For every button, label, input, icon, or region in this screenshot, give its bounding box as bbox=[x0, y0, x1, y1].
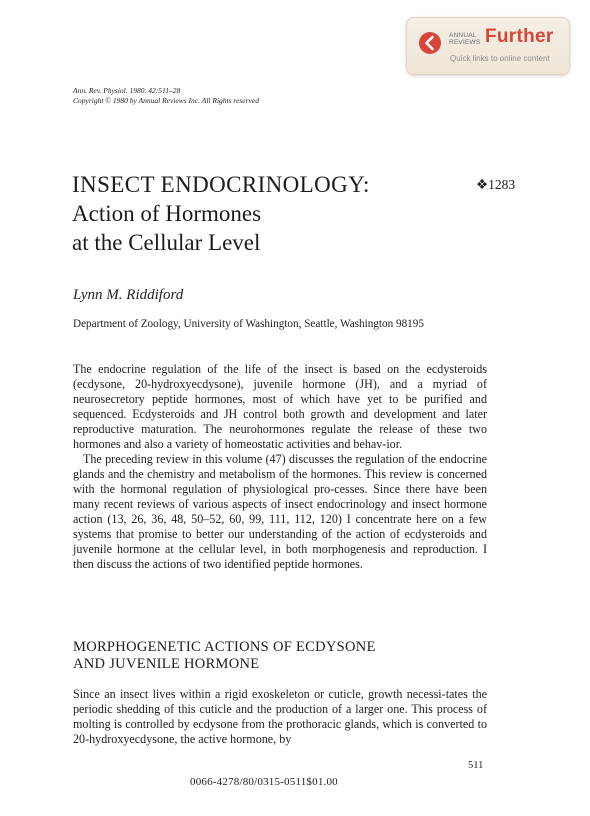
author-affiliation: Department of Zoology, University of Washington, Seattle, Washington 98195 bbox=[73, 318, 424, 330]
title-line-2: Action of Hormones bbox=[72, 201, 262, 226]
page-number: 511 bbox=[468, 760, 484, 771]
title-line-1: INSECT ENDOCRINOLOGY: bbox=[72, 172, 370, 197]
footer-code: 0066-4278/80/0315-0511$01.00 bbox=[190, 776, 338, 788]
copyright-notice: Copyright © 1980 by Annual Reviews Inc. All Rights reserved bbox=[73, 96, 259, 105]
intro-paragraph-2: The preceding review in this volume (47) discusses the regulation of the endocrine glands and the chemistry and metabolism of the hormones. This review is concerned with the hormonal regulation of physiological pro-cesses. Since there have been many recent reviews of various aspects of insect endocrinology and insect hormone action (13, 26, 36, 48, 50–52, 60, 99, 111, 112, 120) I concentrate here on a few systems that promise to better our understanding of the action of ecdysteroids and juvenile hormone at the cellular level, in both morphogenesis and reproduction. I then discuss the actions of two identified peptide hormones. bbox=[73, 452, 487, 571]
section-heading-line-2: AND JUVENILE HORMONE bbox=[73, 656, 260, 672]
badge-brand-line2: REVIEWS bbox=[449, 39, 481, 46]
article-title bbox=[72, 170, 370, 257]
intro-paragraph-1: The endocrine regulation of the life of the insect is based on the ecdysteroids (ecdysone, 20-hydroxyecdysone), juvenile hormone (JH), and a myriad of neurosecretory peptide hormones, most of which have yet to be purified and sequenced. Ecdysteroids and JH control both growth and development and later reproductive maturation. The neurohormones regulate the release of these two hormones and also a variety of homeostatic activities and behav-ior. bbox=[73, 362, 487, 451]
intro-body bbox=[73, 362, 487, 572]
section-body bbox=[73, 687, 487, 747]
badge-brand-line1: ANNUAL bbox=[449, 32, 477, 39]
annual-reviews-further-badge[interactable] bbox=[406, 17, 570, 75]
section-heading bbox=[73, 639, 376, 673]
section-paragraph-1: Since an insect lives within a rigid exoskeleton or cuticle, growth necessi-tates the periodic shedding of this cuticle and the production of a larger one. This process of molting is controlled by ecdysone from the prothoracic glands, which is converted to 20-hydroxyecdysone, the active hormone, by bbox=[73, 687, 487, 746]
section-heading-line-1: MORPHOGENETIC ACTIONS OF ECDYSONE bbox=[73, 639, 376, 655]
further-logo-icon bbox=[418, 31, 442, 55]
author-name: Lynn M. Riddiford bbox=[73, 287, 184, 303]
title-line-3: at the Cellular Level bbox=[72, 230, 261, 255]
journal-citation: Ann. Rev. Physiol. 1980. 42:511–28 bbox=[73, 86, 181, 95]
badge-subtitle: Quick links to online content bbox=[450, 54, 550, 63]
badge-further-label: Further bbox=[485, 26, 554, 47]
article-code: ❖1283 bbox=[476, 177, 516, 192]
